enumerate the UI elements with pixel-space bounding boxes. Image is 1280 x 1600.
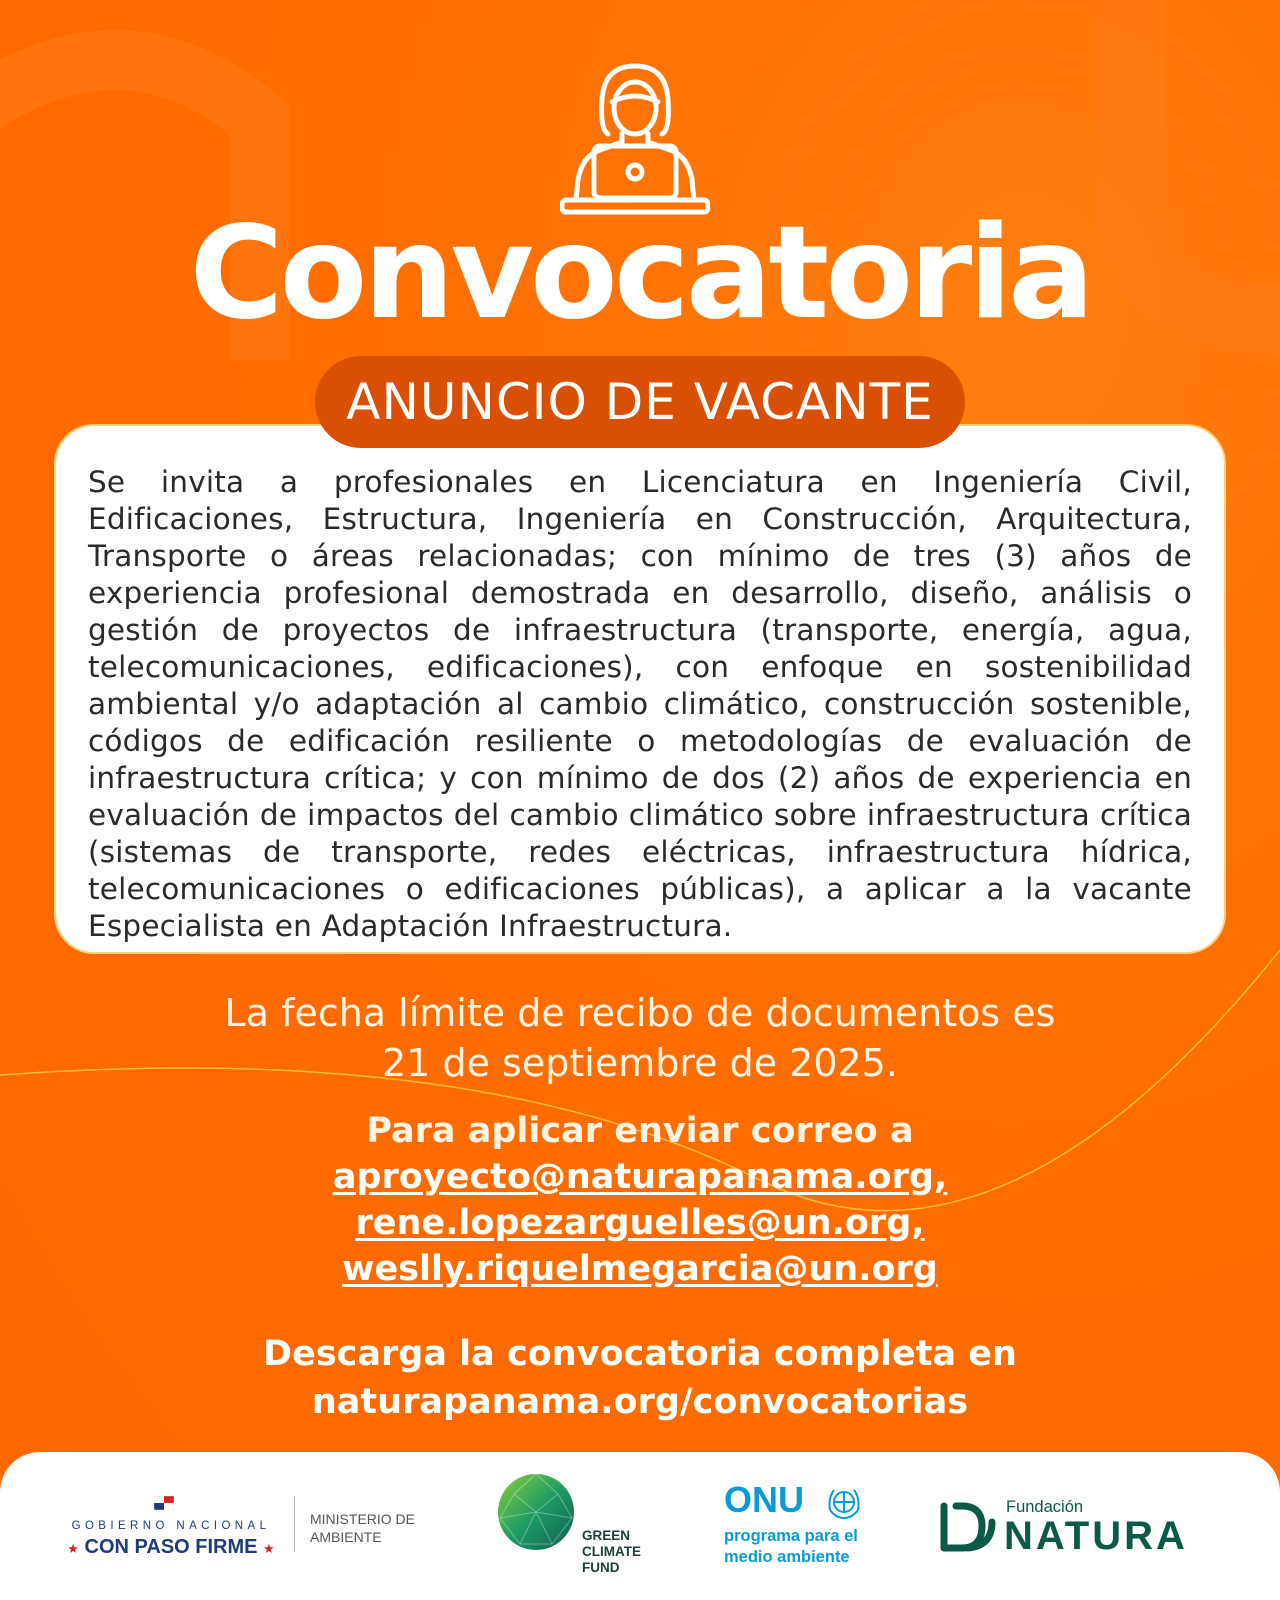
deadline-date: 21 de septiembre de 2025. [382,1041,898,1085]
vacancy-badge [315,356,965,448]
green-climate-fund-text [582,1528,641,1576]
natura-wordmark: NATURA [1004,1514,1188,1558]
onu-line1: programa para el [724,1527,858,1545]
un-emblem-icon [826,1484,862,1520]
star-icon: ★ [263,1541,275,1556]
gcf-line1: GREEN [582,1528,631,1543]
download-url[interactable]: naturapanama.org/convocatorias [311,1382,969,1422]
star-icon: ★ [67,1541,79,1556]
partner-logos-footer [0,1452,1280,1600]
vacancy-badge-label: ANUNCIO DE VACANTE [346,373,934,431]
deadline-line1: La fecha límite de recibo de documentos es [224,991,1056,1035]
unep-subtitle [724,1526,858,1568]
ministerio-line2: AMBIENTE [310,1529,382,1545]
apply-section [0,1108,1280,1292]
email-link-rene[interactable]: rene.lopezarguelles@un.org, [355,1203,925,1243]
deadline-notice [0,988,1280,1088]
gcf-line3: FUND [582,1560,620,1575]
ministerio-line1: MINISTERIO DE [310,1511,416,1527]
natura-leaf-icon [938,1500,996,1554]
panama-flag-icon [154,1496,174,1510]
green-climate-fund-globe-icon [496,1472,576,1552]
gobierno-line2: CON PASO FIRME [84,1536,258,1558]
gobierno-line2-row [56,1536,286,1559]
description-text: Se invita a profesionales en Licenciatura en Ingeniería Civil, Edificaciones, Estructura, Ingeniería en Construcción, Arquitectura, Transporte o áreas relacionadas; con mínimo de tres (3) años de experiencia profesional demostrada en desarrollo, diseño, análisis o gestión de proyectos de infraestructura (transporte, energía, agua, telecomunicaciones, edificaciones), con enfoque en sostenibilidad ambiental y/o adaptación al cambio climático, construcción sostenible, códigos de edificación resiliente o metodologías de evaluación de infraestructura crítica; y con mínimo de dos (2) años de experiencia en evaluación de impactos del cambio climático sobre infraestructura crítica (sistemas de transporte, redes eléctricas, infraestructura hídrica, telecomunicaciones o edificaciones públicas), a aplicar a la vacante Especialista en Adaptación Infraestructura. [88,465,1192,943]
download-section [0,1330,1280,1426]
page-title: Convocatoria [189,199,1091,348]
description-card [54,424,1226,954]
person-laptop-icon [560,60,710,216]
onu-wordmark: ONU [724,1479,804,1520]
download-intro: Descarga la convocatoria completa en [263,1334,1017,1374]
email-link-weslly[interactable]: weslly.riquelmegarcia@un.org [342,1249,938,1289]
email-link-aproyecto[interactable]: aproyecto@naturapanama.org, [332,1157,948,1197]
natura-fundacion-text: Fundación [1006,1498,1084,1516]
gcf-line2: CLIMATE [582,1544,641,1559]
apply-intro: Para aplicar enviar correo a [366,1111,914,1151]
logo-divider [294,1496,295,1552]
onu-line2: medio ambiente [724,1548,850,1566]
ministerio-ambiente-logo [310,1510,415,1546]
gobierno-line1: GOBIERNO NACIONAL [71,1520,271,1532]
